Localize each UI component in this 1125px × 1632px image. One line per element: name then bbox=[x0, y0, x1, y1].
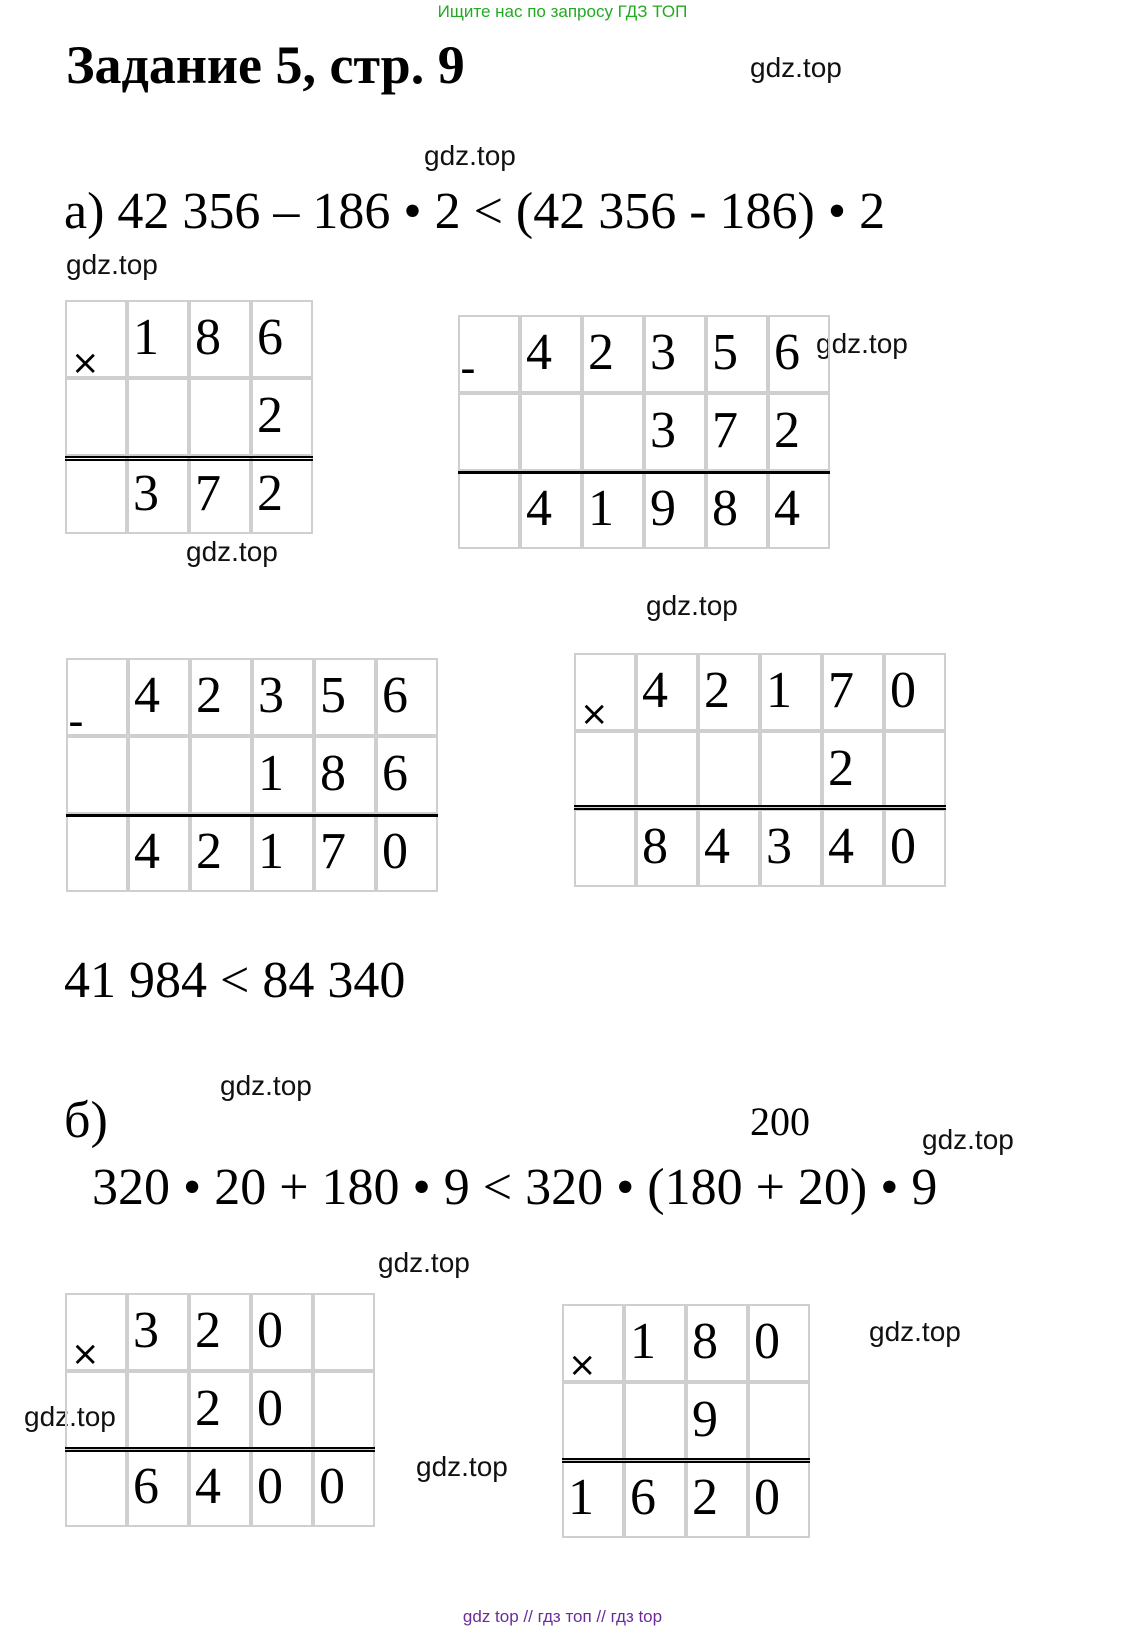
digit-cell bbox=[66, 736, 128, 814]
multiply-sign: × bbox=[580, 694, 609, 734]
watermark: gdz.top bbox=[186, 536, 278, 567]
watermark: gdz.top bbox=[816, 328, 908, 359]
digit-cell: 9 bbox=[644, 471, 706, 549]
digit-cell bbox=[582, 393, 644, 471]
calc-subtract-42356-minus-372 bbox=[458, 315, 830, 549]
digit-cell: 0 bbox=[313, 1449, 375, 1527]
digit-cell: 2 bbox=[686, 1460, 748, 1538]
digit-cell: 7 bbox=[189, 456, 251, 534]
digit-cell: 6 bbox=[376, 736, 438, 814]
digit-cell: 2 bbox=[190, 814, 252, 892]
watermark: gdz.top bbox=[922, 1124, 1014, 1155]
digit-cell: 2 bbox=[251, 378, 313, 456]
digit-cell: 2 bbox=[189, 1293, 251, 1371]
watermark: gdz.top bbox=[424, 140, 516, 171]
multiply-sign: × bbox=[568, 1345, 597, 1385]
page-title: Задание 5, стр. 9 bbox=[66, 35, 465, 95]
digit-cell: 0 bbox=[251, 1293, 313, 1371]
digit-cell: 1 bbox=[252, 814, 314, 892]
digit-cell: 6 bbox=[251, 300, 313, 378]
digit-cell bbox=[884, 731, 946, 809]
digit-cell: 2 bbox=[251, 456, 313, 534]
digit-cell: 6 bbox=[624, 1460, 686, 1538]
watermark: gdz.top bbox=[416, 1451, 508, 1482]
digit-cell: 4 bbox=[128, 658, 190, 736]
digit-cell: 1 bbox=[624, 1304, 686, 1382]
digit-cell bbox=[313, 1293, 375, 1371]
digit-cell bbox=[65, 1371, 127, 1449]
site-banner: Ищите нас по запросу ГДЗ ТОП bbox=[437, 2, 688, 21]
digit-cell: 0 bbox=[251, 1449, 313, 1527]
expression-a: а) 42 356 – 186 • 2 < (42 356 - 186) • 2 bbox=[64, 183, 886, 240]
digit-cell bbox=[574, 731, 636, 809]
digit-cell: 8 bbox=[686, 1304, 748, 1382]
watermark: gdz.top bbox=[378, 1247, 470, 1278]
digit-cell: 2 bbox=[582, 315, 644, 393]
multiply-sign: × bbox=[71, 343, 100, 383]
digit-cell bbox=[128, 736, 190, 814]
digit-cell: 4 bbox=[520, 471, 582, 549]
annotation-200: 200 bbox=[750, 1099, 810, 1144]
digit-cell: 1 bbox=[582, 471, 644, 549]
digit-cell: 3 bbox=[252, 658, 314, 736]
digit-cell: 8 bbox=[636, 809, 698, 887]
digit-cell: 4 bbox=[128, 814, 190, 892]
digit-cell: 7 bbox=[822, 653, 884, 731]
digit-cell: 5 bbox=[706, 315, 768, 393]
watermark: gdz.top bbox=[869, 1316, 961, 1347]
digit-cell: 0 bbox=[748, 1304, 810, 1382]
expression-b: 320 • 20 + 180 • 9 < 320 • (180 + 20) • 9 bbox=[92, 1159, 938, 1216]
comparison-a: 41 984 < 84 340 bbox=[64, 952, 406, 1009]
footer-watermark: gdz top // гдз топ // гдз top bbox=[462, 1607, 663, 1626]
result-rule bbox=[66, 814, 438, 817]
digit-cell: 0 bbox=[884, 653, 946, 731]
digit-cell: 7 bbox=[314, 814, 376, 892]
digit-cell bbox=[698, 731, 760, 809]
digit-cell: 2 bbox=[698, 653, 760, 731]
digit-cell: 1 bbox=[760, 653, 822, 731]
digit-cell: 1 bbox=[562, 1460, 624, 1538]
digit-cell bbox=[624, 1382, 686, 1460]
result-rule bbox=[562, 1458, 810, 1463]
result-rule bbox=[65, 1447, 375, 1452]
digit-cell bbox=[313, 1371, 375, 1449]
digit-cell: 8 bbox=[314, 736, 376, 814]
digit-cell bbox=[127, 1371, 189, 1449]
result-rule bbox=[574, 805, 946, 810]
digit-cell bbox=[636, 731, 698, 809]
digit-cell bbox=[189, 378, 251, 456]
digit-cell: 0 bbox=[748, 1460, 810, 1538]
digit-cell bbox=[190, 736, 252, 814]
digit-cell: 2 bbox=[768, 393, 830, 471]
digit-cell: 7 bbox=[706, 393, 768, 471]
digit-cell: 4 bbox=[520, 315, 582, 393]
digit-cell bbox=[574, 809, 636, 887]
digit-cell bbox=[127, 378, 189, 456]
digit-cell: 1 bbox=[127, 300, 189, 378]
digit-cell bbox=[458, 393, 520, 471]
digit-cell: 3 bbox=[644, 393, 706, 471]
digit-cell: 2 bbox=[822, 731, 884, 809]
digit-cell bbox=[760, 731, 822, 809]
digit-cell: 6 bbox=[376, 658, 438, 736]
digit-cell: 4 bbox=[698, 809, 760, 887]
digit-cell: 6 bbox=[127, 1449, 189, 1527]
digit-cell: 0 bbox=[884, 809, 946, 887]
digit-cell bbox=[520, 393, 582, 471]
digit-cell: 6 bbox=[768, 315, 830, 393]
watermark: gdz.top bbox=[220, 1070, 312, 1101]
digit-cell: 3 bbox=[127, 456, 189, 534]
digit-cell: 3 bbox=[127, 1293, 189, 1371]
digit-cell: 1 bbox=[252, 736, 314, 814]
digit-cell: 4 bbox=[768, 471, 830, 549]
digit-cell: 5 bbox=[314, 658, 376, 736]
digit-cell bbox=[65, 378, 127, 456]
digit-cell: 4 bbox=[189, 1449, 251, 1527]
digit-cell: 8 bbox=[189, 300, 251, 378]
digit-cell: 0 bbox=[376, 814, 438, 892]
watermark: gdz.top bbox=[24, 1401, 116, 1432]
minus-sign: - bbox=[68, 696, 84, 747]
digit-cell: 3 bbox=[644, 315, 706, 393]
digit-cell bbox=[65, 456, 127, 534]
digit-cell: 2 bbox=[190, 658, 252, 736]
digit-cell: 0 bbox=[251, 1371, 313, 1449]
digit-cell: 9 bbox=[686, 1382, 748, 1460]
calc-multiply-186-by-2 bbox=[65, 300, 313, 534]
digit-cell bbox=[562, 1382, 624, 1460]
digit-cell: 4 bbox=[822, 809, 884, 887]
multiply-sign: × bbox=[71, 1334, 100, 1374]
digit-cell bbox=[66, 814, 128, 892]
digit-cell bbox=[65, 1449, 127, 1527]
watermark: gdz.top bbox=[646, 590, 738, 621]
digit-cell: 4 bbox=[636, 653, 698, 731]
calc-subtract-42356-minus-186 bbox=[66, 658, 438, 892]
calc-multiply-180-by-9 bbox=[562, 1304, 810, 1538]
result-rule bbox=[458, 471, 830, 474]
digit-cell: 2 bbox=[189, 1371, 251, 1449]
calc-multiply-320-by-20 bbox=[65, 1293, 375, 1527]
label-b: б) bbox=[64, 1092, 108, 1149]
digit-cell: 3 bbox=[760, 809, 822, 887]
minus-sign: - bbox=[460, 343, 476, 394]
watermark: gdz.top bbox=[750, 52, 842, 83]
calc-multiply-42170-by-2 bbox=[574, 653, 946, 887]
digit-cell bbox=[748, 1382, 810, 1460]
digit-cell: 8 bbox=[706, 471, 768, 549]
result-rule bbox=[65, 456, 313, 461]
digit-cell bbox=[458, 471, 520, 549]
watermark: gdz.top bbox=[66, 249, 158, 280]
